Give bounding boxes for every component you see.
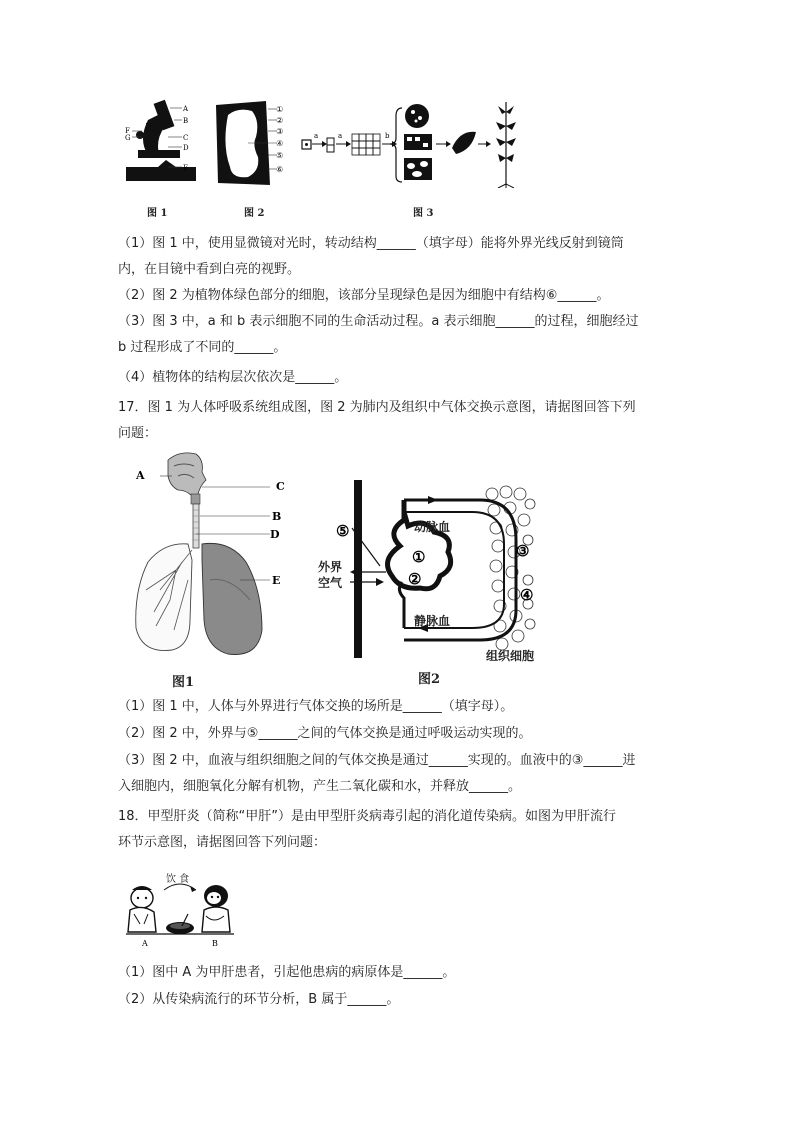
gas-fig2-caption: 图2 [418, 672, 441, 687]
fig2-label: ④ [276, 139, 284, 148]
fig1-label: A [183, 105, 189, 113]
fig18-label-a: A [142, 939, 148, 948]
fig3-caption: 图 3 [413, 208, 434, 219]
fig3-label: b [385, 132, 390, 140]
q16-line: 内，在目镜中看到白亮的视野。 [118, 262, 301, 277]
q18-intro: 18．甲型肝炎（简称“甲肝”）是由甲型肝炎病毒引起的消化道传染病。如图为甲肝流行 [118, 809, 617, 824]
q17-intro: 问题： [118, 426, 158, 441]
q18-line: （1）图中 A 为甲肝患者，引起他患病的病原体是______。 [118, 965, 456, 980]
gas-num: ② [408, 570, 422, 588]
resp-label: D [270, 528, 280, 541]
outside-air-label-2: 空气 [318, 576, 343, 590]
cell-process-figure [300, 98, 525, 188]
q16-line: （4）植物体的结构层次依次是______。 [118, 370, 348, 385]
fig2-label: ⑥ [276, 165, 284, 174]
fig2-label: ③ [276, 127, 284, 136]
fig1-label: C [183, 134, 189, 142]
q18-intro: 环节示意图，请据图回答下列问题： [118, 835, 327, 850]
fig2-label: ⑤ [276, 151, 284, 160]
fig3-label: a [338, 132, 343, 140]
plant-cell-figure [208, 97, 288, 189]
q16-line: （2）图 2 为植物体绿色部分的细胞，该部分呈现绿色是因为细胞中有结构⑥______。 [118, 288, 610, 303]
fig18-label-b: B [212, 939, 218, 948]
fig1-label: F [125, 127, 130, 135]
resp-label: B [272, 510, 282, 523]
tissue-cell-label: 组织细胞 [486, 649, 535, 663]
resp-label: C [276, 480, 285, 493]
artery-label: 动脉血 [414, 520, 451, 534]
fig1-label: G [125, 134, 131, 142]
fig1-label: E [183, 164, 189, 172]
outside-air-label-1: 外界 [318, 560, 343, 574]
q17-line: （2）图 2 中，外界与⑤______之间的气体交换是通过呼吸运动实现的。 [118, 726, 532, 741]
q17-line: （1）图 1 中，人体与外界进行气体交换的场所是______（填字母）。 [118, 699, 514, 714]
resp-label: A [136, 469, 145, 482]
vein-label: 静脉血 [414, 614, 451, 628]
q17-line: （3）图 2 中，血液与组织细胞之间的气体交换是通过______实现的。血液中的③______进 [118, 753, 636, 768]
q16-line: （3）图 3 中，a 和 b 表示细胞不同的生命活动过程。a 表示细胞______的过程，细胞经过 [118, 314, 639, 329]
fig2-label: ① [276, 105, 284, 114]
fig1-label: D [183, 144, 189, 152]
q16-line: b 过程形成了不同的______。 [118, 340, 287, 355]
gas-exchange-figure [330, 480, 550, 665]
q17-line: 入细胞内，细胞氧化分解有机物，产生二氧化碳和水，并释放______。 [118, 779, 522, 794]
fig2-label: ② [276, 116, 284, 125]
fig3-label: a [314, 132, 319, 140]
gas-num: ④ [520, 586, 534, 604]
q17-intro: 17．图 1 为人体呼吸系统组成图，图 2 为肺内及组织中气体交换示意图，请据图回答下列 [118, 400, 636, 415]
gas-num: ③ [516, 542, 530, 560]
q16-line: （1）图 1 中，使用显微镜对光时，转动结构______（填字母）能将外界光线反射到镜筒 [118, 236, 624, 251]
gas-num: ⑤ [336, 522, 350, 540]
resp-fig1-caption: 图1 [172, 675, 195, 690]
microscope-figure [118, 95, 203, 190]
gas-num: ① [412, 548, 426, 566]
fig2-caption: 图 2 [244, 208, 265, 219]
fig1-label: B [183, 117, 189, 125]
q18-line: （2）从传染病流行的环节分析，B 属于______。 [118, 992, 400, 1007]
fig1-caption: 图 1 [147, 208, 168, 219]
diet-arrow-label: 饮 食 [166, 874, 190, 885]
resp-label: E [272, 574, 281, 587]
respiratory-system-figure [130, 450, 300, 665]
